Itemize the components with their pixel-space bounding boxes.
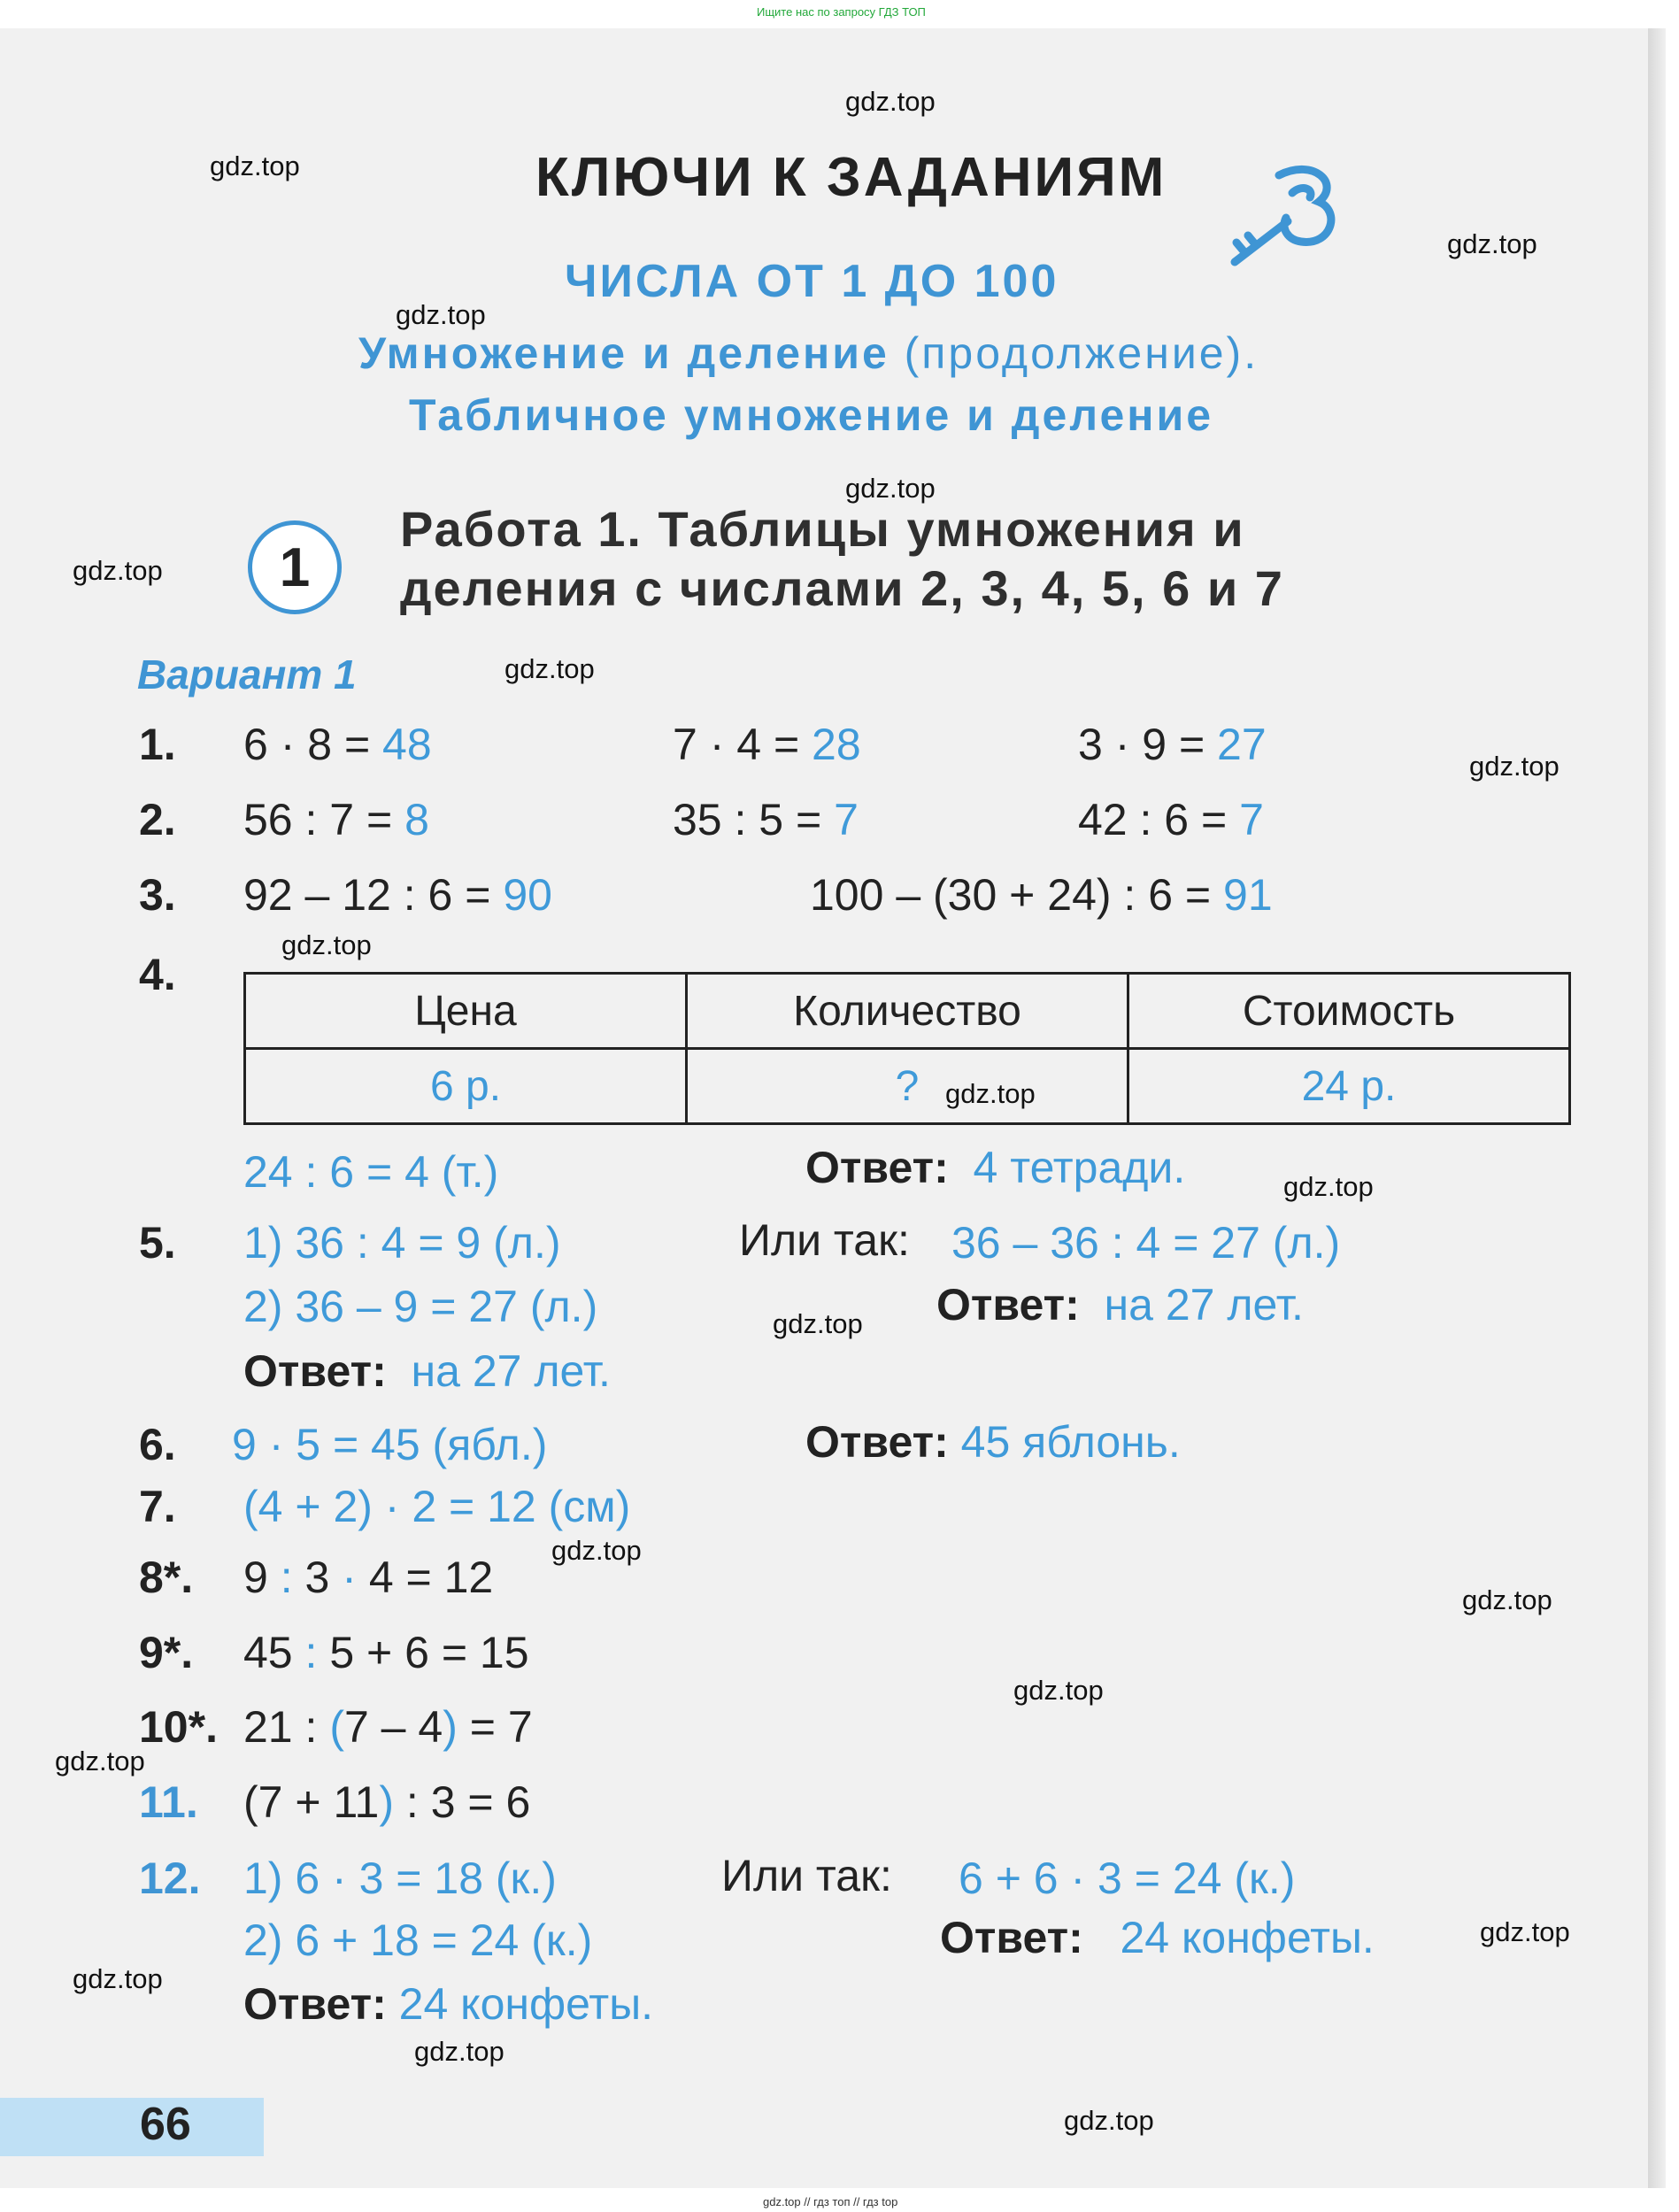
task-expression: 45 : 5 + 6 = 15 (243, 1628, 529, 1677)
task-number: 3. (139, 870, 176, 920)
task-expression: 3 · 9 = 27 (1078, 720, 1267, 769)
task-expression: 35 : 5 = 7 (673, 795, 859, 844)
task-alternative: 36 – 36 : 4 = 27 (л.) (951, 1218, 1341, 1268)
watermark: gdz.top (1283, 1171, 1374, 1202)
watermark: gdz.top (1462, 1584, 1552, 1615)
table-cell-quantity: ? (687, 1049, 1128, 1124)
page-number-band (0, 2098, 264, 2156)
page-title: КЛЮЧИ К ЗАДАНИЯМ (535, 147, 1167, 208)
watermark: gdz.top (281, 929, 372, 960)
watermark: gdz.top (1013, 1675, 1104, 1706)
watermark: gdz.top (55, 1746, 145, 1777)
watermark: gdz.top (773, 1308, 863, 1339)
work-number-badge: 1 (248, 520, 342, 614)
task-solution: (4 + 2) · 2 = 12 (см) (243, 1482, 631, 1531)
watermark: gdz.top (945, 1078, 1036, 1109)
task-expression: 100 – (30 + 24) : 6 = 91 (810, 870, 1273, 920)
top-search-link[interactable]: Ищите нас по запросу ГДЗ ТОП (757, 5, 926, 19)
task-answer: Ответ: 4 тетради. (805, 1143, 1186, 1192)
task-solution: 9 · 5 = 45 (ябл.) (232, 1420, 548, 1469)
task-number: 1. (139, 720, 176, 769)
table-cell-cost: 24 р. (1128, 1049, 1570, 1124)
task-number: 4. (139, 950, 176, 999)
task-expression: 6 · 8 = 48 (243, 720, 432, 769)
task-number: 2. (139, 795, 176, 844)
task-solution-step: 2) 6 + 18 = 24 (к.) (243, 1915, 593, 1965)
task-number: 9*. (139, 1628, 194, 1677)
alternative-label: Или так: (721, 1851, 892, 1900)
key-icon (1217, 158, 1350, 281)
watermark: gdz.top (1447, 228, 1537, 259)
task-alternative: 6 + 6 · 3 = 24 (к.) (959, 1854, 1296, 1903)
task-expression: 7 · 4 = 28 (673, 720, 861, 769)
watermark: gdz.top (845, 473, 936, 504)
task-answer: Ответ: на 27 лет. (936, 1280, 1304, 1330)
watermark: gdz.top (1480, 1916, 1570, 1947)
task-number: 10*. (139, 1702, 218, 1752)
variant-label: Вариант 1 (137, 651, 357, 698)
task-answer: Ответ: 24 конфеты. (940, 1913, 1375, 1962)
bottom-link[interactable]: gdz.top // гдз топ // гдз top (763, 2195, 898, 2208)
watermark: gdz.top (1469, 751, 1560, 782)
work-title-line1: Работа 1. Таблицы умножения и (400, 501, 1245, 557)
watermark: gdz.top (73, 1963, 163, 1994)
watermark: gdz.top (845, 86, 936, 117)
table-cell-price: 6 р. (245, 1049, 687, 1124)
task-solution-step: 1) 36 : 4 = 9 (л.) (243, 1218, 561, 1268)
task-expression: (7 + 11) : 3 = 6 (243, 1777, 531, 1827)
watermark: gdz.top (504, 653, 595, 684)
subsection-title-note: (продолжение). (904, 328, 1259, 378)
task-number: 5. (139, 1218, 176, 1268)
page-number: 66 (140, 2099, 191, 2150)
task-solution-step: 1) 6 · 3 = 18 (к.) (243, 1854, 557, 1903)
task-expression: 56 : 7 = 8 (243, 795, 429, 844)
task-number: 7. (139, 1482, 176, 1531)
task-number: 12. (139, 1854, 201, 1903)
section-title: ЧИСЛА ОТ 1 ДО 100 (565, 256, 1059, 307)
task-answer: Ответ: 45 яблонь. (805, 1417, 1181, 1467)
task-solution: 24 : 6 = 4 (т.) (243, 1147, 499, 1197)
watermark: gdz.top (210, 150, 300, 181)
task-expression: 21 : (7 – 4) = 7 (243, 1702, 533, 1752)
price-table (243, 972, 1571, 1125)
watermark: gdz.top (1064, 2105, 1154, 2136)
subsection-title-main: Умножение и деление (358, 328, 890, 378)
work-title-line2: деления с числами 2, 3, 4, 5, 6 и 7 (400, 560, 1284, 616)
watermark: gdz.top (551, 1535, 642, 1566)
task-solution-step: 2) 36 – 9 = 27 (л.) (243, 1282, 598, 1331)
task-number: 8*. (139, 1553, 194, 1602)
subsection-title (358, 328, 1259, 379)
task-expression: 92 – 12 : 6 = 90 (243, 870, 552, 920)
table-header-cost: Стоимость (1128, 974, 1570, 1049)
task-expression: 9 : 3 · 4 = 12 (243, 1553, 494, 1602)
table-header-price: Цена (245, 974, 687, 1049)
watermark: gdz.top (73, 555, 163, 586)
alternative-label: Или так: (739, 1215, 910, 1265)
page-edge (1648, 28, 1666, 2188)
task-number: 6. (139, 1420, 176, 1469)
watermark: gdz.top (396, 299, 486, 330)
task-number: 11. (139, 1777, 198, 1827)
task-expression: 42 : 6 = 7 (1078, 795, 1264, 844)
task-answer: Ответ: на 27 лет. (243, 1346, 611, 1396)
watermark: gdz.top (414, 2036, 504, 2067)
table-header-quantity: Количество (687, 974, 1128, 1049)
task-answer: Ответ: 24 конфеты. (243, 1979, 654, 2029)
topic-title: Табличное умножение и деление (409, 390, 1213, 440)
